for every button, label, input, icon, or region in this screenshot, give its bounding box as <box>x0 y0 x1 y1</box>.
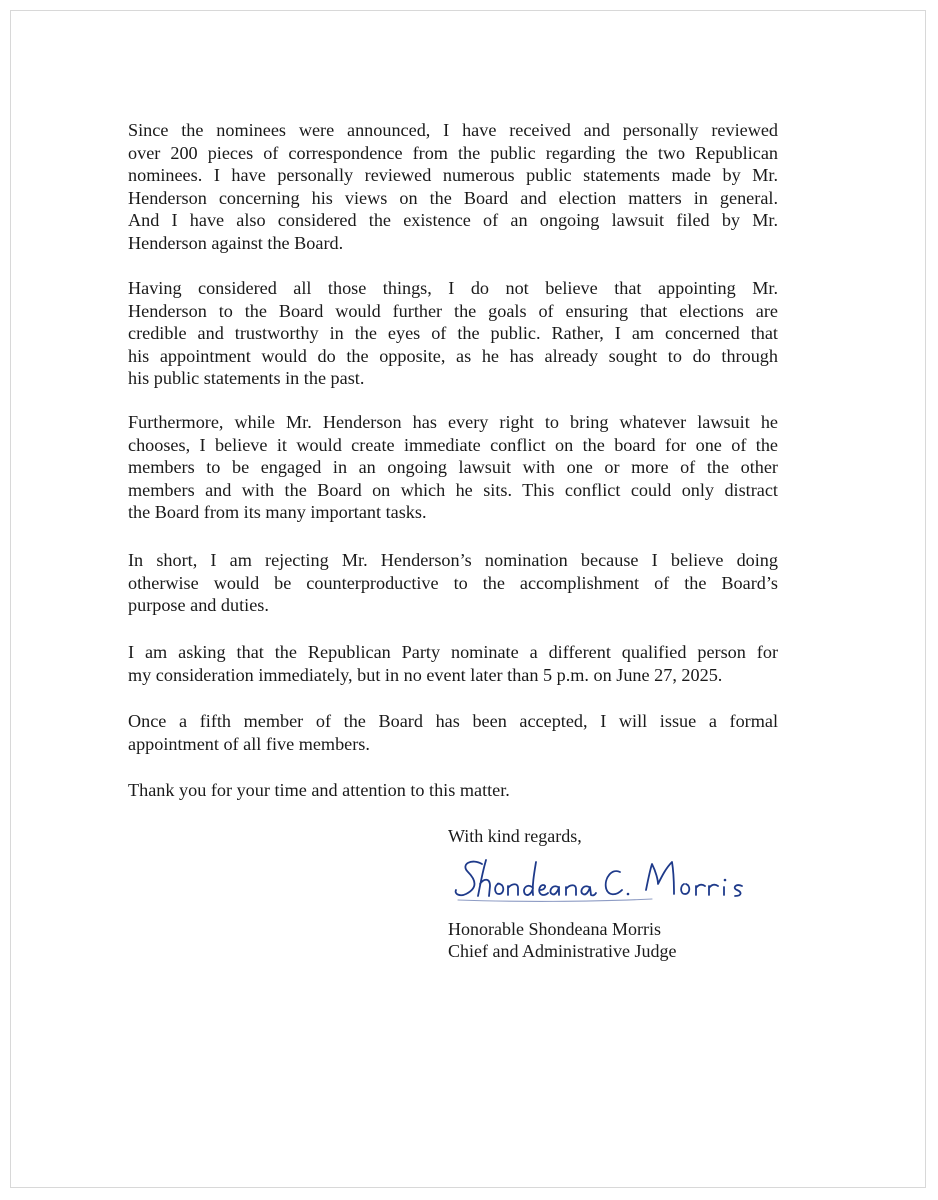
text-line: over 200 pieces of correspondence from the public regarding the two Republican <box>128 142 778 163</box>
text-line: Henderson against the Board. <box>128 232 344 253</box>
text-line: Henderson to the Board would further the goals of ensuring that elections are <box>128 300 778 321</box>
text-line: Having considered all those things, I do not believe that appointing Mr. <box>128 278 778 298</box>
paragraph-4 <box>128 549 778 617</box>
paragraph-2 <box>128 277 778 390</box>
text-line: credible and trustworthy in the eyes of the public. Rather, I am concerned that <box>128 323 778 344</box>
paragraph-6 <box>128 710 778 755</box>
handwritten-signature <box>452 850 782 906</box>
text-line: members to be engaged in an ongoing lawsuit with one or more of the other <box>128 457 778 478</box>
text-line: otherwise would be counterproductive to the accomplishment of the Board’s <box>128 572 778 593</box>
signer-title: Chief and Administrative Judge <box>448 941 677 961</box>
text-line: his appointment would do the opposite, as he has already sought to do through <box>128 345 778 366</box>
text-line: chooses, I believe it would create immediate conflict on the board for one of the <box>128 434 778 455</box>
text-line: my consideration immediately, but in no event later than 5 p.m. on June 27, 2025. <box>128 664 723 685</box>
text-line: Thank you for your time and attention to this matter. <box>128 780 510 800</box>
text-line: Since the nominees were announced, I have received and personally reviewed <box>128 120 778 140</box>
signer-block <box>448 918 676 962</box>
closing-salutation: With kind regards, <box>448 826 582 846</box>
text-line: purpose and duties. <box>128 595 269 616</box>
signer-name: Honorable Shondeana Morris <box>448 919 661 939</box>
text-line: nominees. I have personally reviewed numerous public statements made by Mr. <box>128 165 778 186</box>
text-line: Once a fifth member of the Board has been accepted, I will issue a formal <box>128 711 778 731</box>
text-line: Furthermore, while Mr. Henderson has every right to bring whatever lawsuit he <box>128 412 778 432</box>
paragraph-5 <box>128 641 778 686</box>
text-line: In short, I am rejecting Mr. Henderson’s nomination because I believe doing <box>128 550 778 570</box>
text-line: And I have also considered the existence of an ongoing lawsuit filed by Mr. <box>128 210 778 231</box>
text-line: his public statements in the past. <box>128 368 365 389</box>
text-line: members and with the Board on which he sits. This conflict could only distract <box>128 479 778 500</box>
text-line: I am asking that the Republican Party nominate a different qualified person for <box>128 642 778 662</box>
text-line: appointment of all five members. <box>128 733 370 754</box>
paragraph-7 <box>128 779 778 802</box>
text-line: Henderson concerning his views on the Board and election matters in general. <box>128 187 778 208</box>
paragraph-3 <box>128 411 778 524</box>
text-line: the Board from its many important tasks. <box>128 502 427 523</box>
paragraph-1 <box>128 119 778 255</box>
